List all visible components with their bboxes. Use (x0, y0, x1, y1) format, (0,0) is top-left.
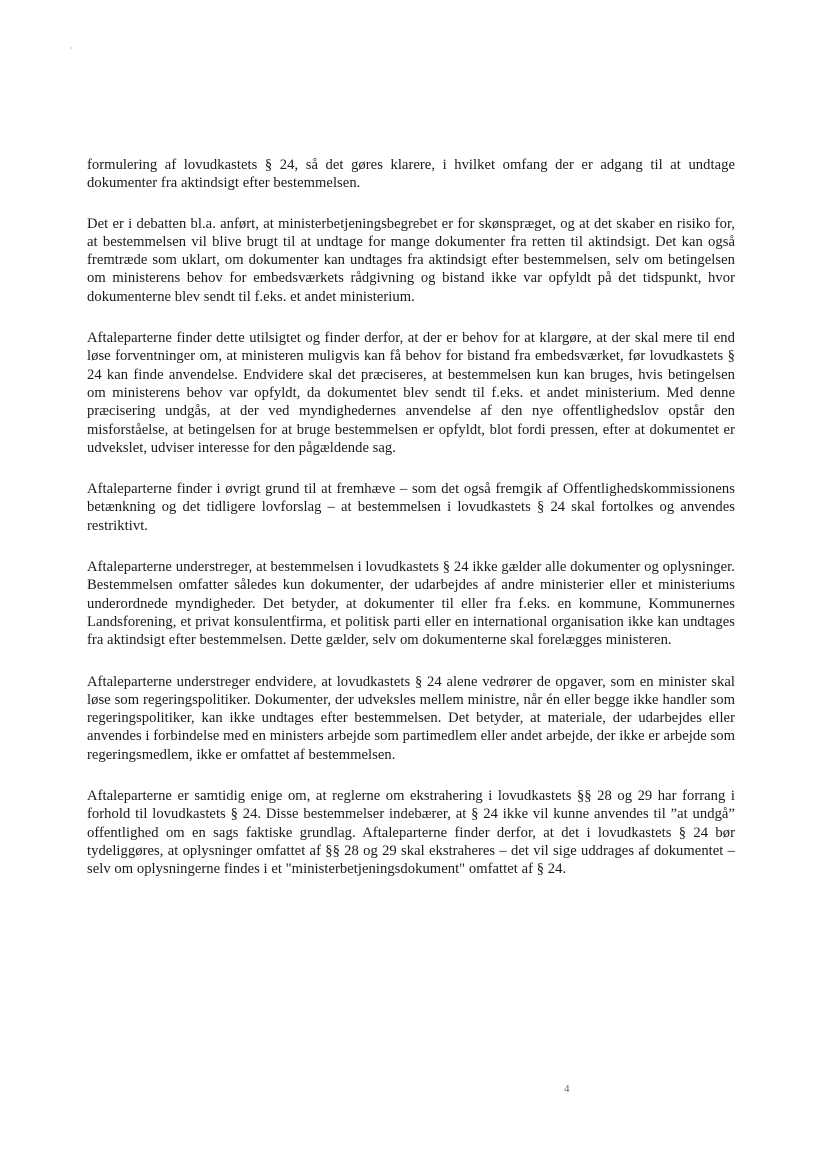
paragraph-1: formulering af lovudkastets § 24, så det gøres klarere, i hvilket omfang der er adgang til at undtage dokumenter fra aktindsigt efter bestemmelsen. (87, 157, 735, 192)
paragraph-3: Aftaleparterne finder dette utilsigtet og finder derfor, at der er behov for at klargøre, at der skal mere til end løse forventninger om, at ministeren muligvis kan få behov for bistand fra embedsværket, før lovudkastets § 24 kan finde anvendelse. Endvidere skal det præciseres, at bestemmelsen kun kan bruges, hvis betingelsen om ministerens behov var opfyldt, da dokumentet blev sendt til f.eks. et andet ministerium. Med denne præcisering undgås, at der ved myndighedernes anvendelse af den nye offentlighedslov opstår den misforståelse, at betingelsen for at bruge bestemmelsen er opfyldt, blot fordi pressen, efter at dokumentet er udvekslet, udviser interesse for den pågældende sag. (87, 330, 735, 456)
paragraph-6: Aftaleparterne understreger endvidere, at lovudkastets § 24 alene vedrører de opgaver, som en minister skal løse som regeringspolitiker. Dokumenter, der udveksles mellem ministre, når én eller begge ikke handler som regeringspolitiker, kan ikke undtages efter bestemmelsen. Det betyder, at materiale, der udarbejdes eller anvendes i forbindelse med en ministers arbejde som partimedlem eller andet arbejde, der ikke er arbejde som regeringsmedlem, ikke er omfattet af bestemmelsen. (87, 673, 735, 763)
paragraph-5: Aftaleparterne understreger, at bestemmelsen i lovudkastets § 24 ikke gælder alle dokumenter og oplysninger. Bestemmelsen omfatter således kun dokumenter, der udarbejdes af andre ministerier eller et ministeriums underordnede myndigheder. Det betyder, at dokumenter til eller fra f.eks. en kommune, Kommunernes Landsforening, et privat konsulentfirma, et politisk parti eller en international organisation ikke kan undtages fra aktindsigt efter bestemmelsen. Dette gælder, selv om dokumenterne skal forelægges ministeren. (87, 559, 735, 649)
document-body (87, 156, 735, 902)
paragraph-2: Det er i debatten bl.a. anført, at ministerbetjeningsbegrebet er for skønspræget, og at det skaber en risiko for, at bestemmelsen vil blive brugt til at undtage for mange dokumenter fra retten til aktindsigt. Det kan også fremtræde som uklart, om dokumenter kan undtages fra aktindsigt efter bestemmelsen, selv om betingelsen om ministerens behov for embedsværkets rådgivning og bistand ikke var opfyldt på det tidspunkt, hvor dokumenterne blev sendt til f.eks. et andet ministerium. (87, 215, 735, 305)
scan-speck (70, 47, 72, 49)
page-number: 4 (564, 1083, 570, 1095)
paragraph-4: Aftaleparterne finder i øvrigt grund til at fremhæve – som det også fremgik af Offentlighedskommissionens betænkning og det tidligere lovforslag – at bestemmelsen i lovudkastets § 24 skal fortolkes og anvendes restriktivt. (87, 481, 735, 534)
paragraph-7: Aftaleparterne er samtidig enige om, at reglerne om ekstrahering i lovudkastets §§ 28 og 29 har forrang i forhold til lovudkastets § 24. Disse bestemmelser indebærer, at § 24 ikke vil kunne anvendes til ”at undgå” offentlighed om en sags faktiske grundlag. Aftaleparterne finder derfor, at det i lovudkastets § 24 bør tydeliggøres, at oplysninger omfattet af §§ 28 og 29 skal ekstraheres – det vil sige uddrages af dokumentet – selv om oplysningerne findes i et "ministerbetjeningsdokument" omfattet af § 24. (87, 788, 735, 878)
